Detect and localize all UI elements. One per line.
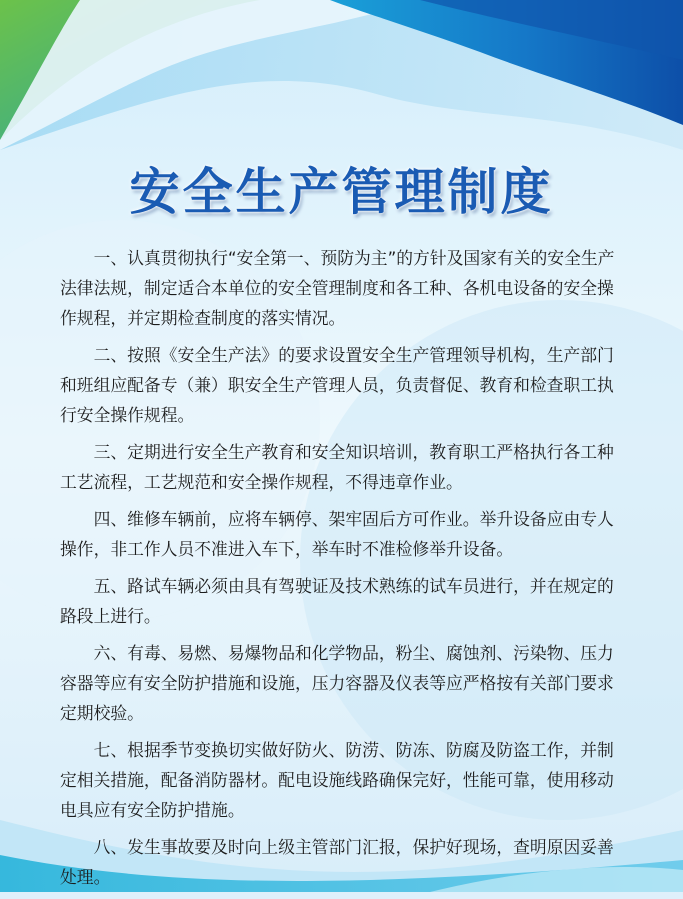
rule-item: 七、根据季节变换切实做好防火、防涝、防冻、防腐及防盗工作，并制定相关措施，配备消防器材。配电设施线路确保完好，性能可靠，使用移动电具应有安全防护措施。	[60, 740, 614, 820]
rule-item: 四、维修车辆前，应将车辆停、架牢固后方可作业。举升设备应由专人操作，非工作人员不准进入车下，举车时不准检修举升设备。	[60, 509, 614, 559]
rule-item: 五、路试车辆必须由具有驾驶证及技术熟练的试车员进行，并在规定的路段上进行。	[60, 576, 614, 626]
rule-item: 一、认真贯彻执行“安全第一、预防为主”的方针及国家有关的安全生产法律法规，制定适合本单位的安全管理制度和各工种、各机电设备的安全操作规程，并定期检查制度的落实情况。	[60, 248, 615, 328]
rule-item: 二、按照《安全生产法》的要求设置安全生产管理领导机构，生产部门和班组应配备专（兼）职安全生产管理人员，负责督促、教育和检查职工执行安全操作规程。	[60, 345, 614, 425]
rules-list	[60, 243, 626, 899]
rule-item: 八、发生事故要及时向上级主管部门汇报，保护好现场，查明原因妥善处理。	[60, 837, 614, 887]
rule-item: 六、有毒、易燃、易爆物品和化学物品，粉尘、腐蚀剂、污染物、压力容器等应有安全防护措施和设施，压力容器及仪表等应严格按有关部门要求定期校验。	[60, 643, 614, 723]
rule-item: 三、定期进行安全生产教育和安全知识培训，教育职工严格执行各工种工艺流程，工艺规范和安全操作规程，不得违章作业。	[60, 442, 614, 492]
poster-title: 安全生产管理制度	[129, 163, 554, 221]
